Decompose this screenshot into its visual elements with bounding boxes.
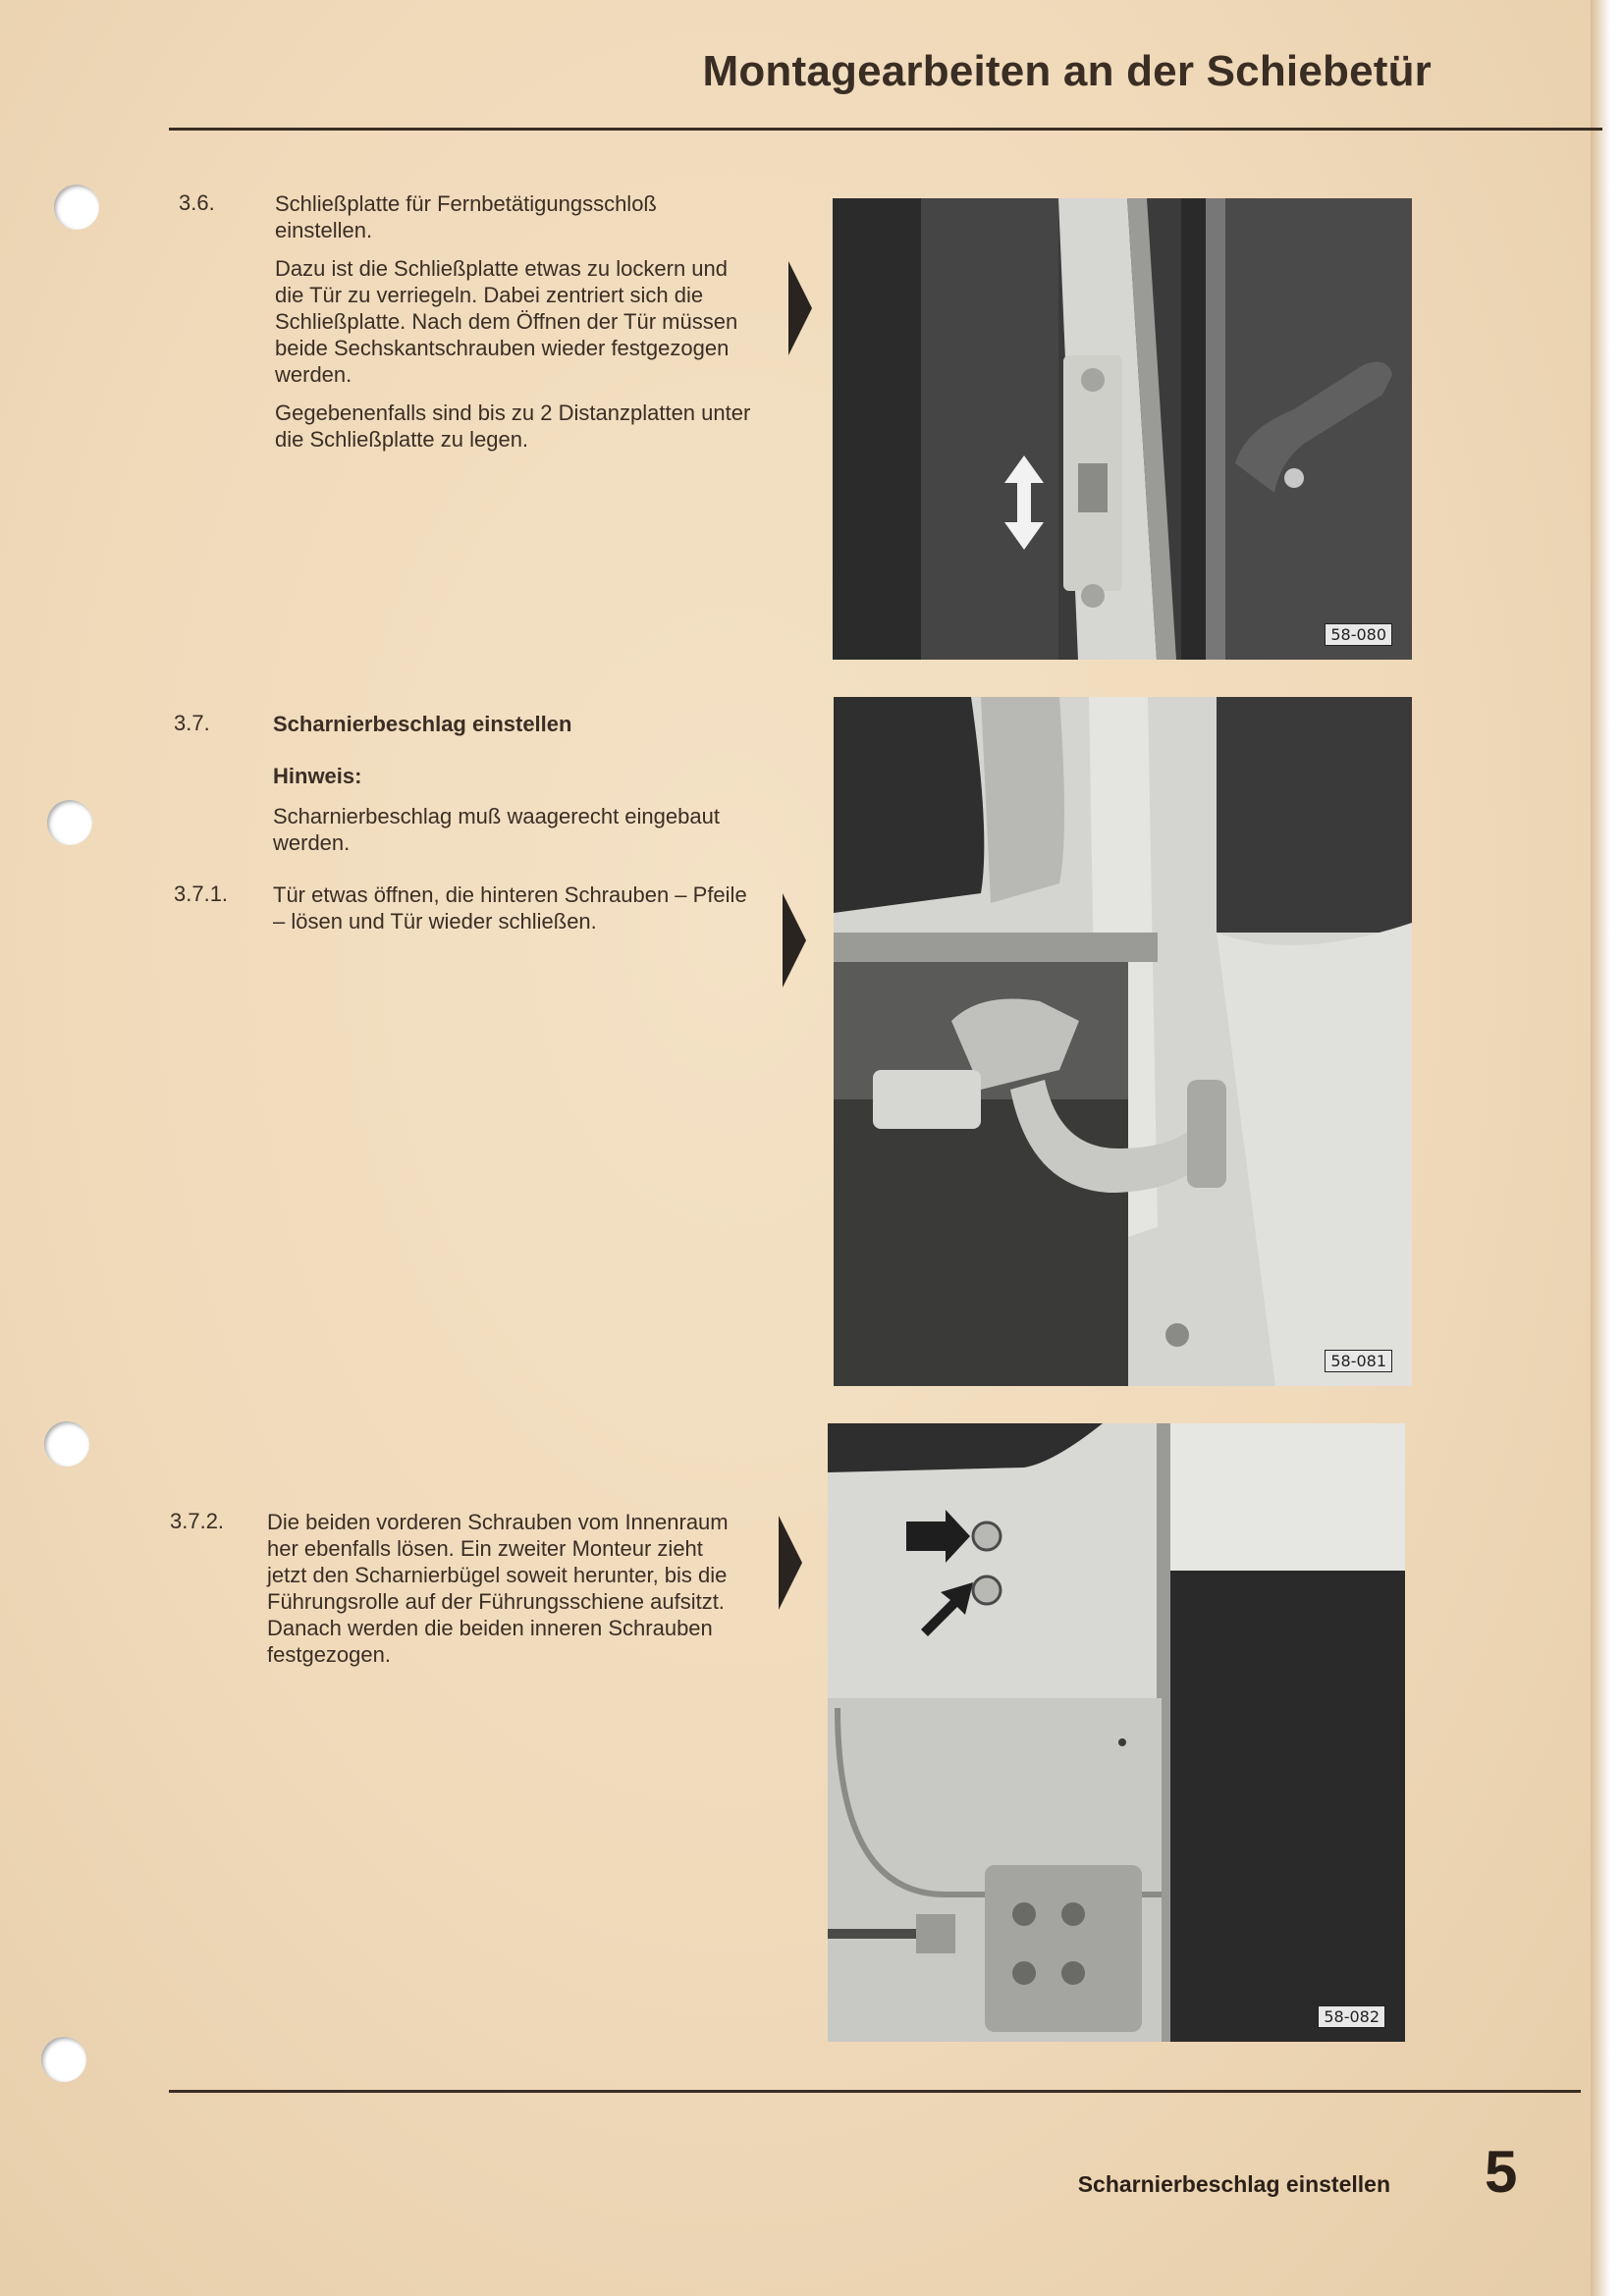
note-text: Scharnierbeschlag muß waagerecht eingebaut werden. — [273, 804, 720, 855]
figure-photo — [833, 198, 1412, 660]
punch-hole — [54, 185, 99, 230]
figure-label: 58-082 — [1318, 2005, 1385, 2028]
punch-hole — [47, 800, 92, 845]
punch-hole — [44, 1421, 89, 1467]
section-number: 3.7.2. — [170, 1509, 225, 1533]
section-text — [275, 190, 756, 464]
scan-edge — [1591, 0, 1624, 2296]
pointer-arrow-icon — [779, 1516, 802, 1610]
page-number: 5 — [1485, 2139, 1518, 2205]
section-heading: Scharnierbeschlag einstellen — [273, 712, 572, 736]
interior-bolts-photo — [828, 1423, 1405, 2042]
section-text: Die beiden vorderen Schrauben vom Innenraum her ebenfalls lösen. Ein zweiter Monteur zieht jetzt den Scharnierbügel soweit herunter, bis die Führungsrolle auf der Führungsschiene aufsitzt. Danach werden die beiden inneren Schrauben festgezogen. — [267, 1510, 729, 1667]
figure-label: 58-081 — [1325, 1350, 1392, 1372]
pointer-arrow-icon — [783, 893, 806, 988]
page-title: Montagearbeiten an der Schiebetür — [702, 47, 1432, 95]
section-number: 3.6. — [179, 190, 215, 215]
door-lock-photo — [833, 198, 1412, 660]
footer-section-title: Scharnierbeschlag einstellen — [1077, 2171, 1390, 2197]
paragraph: Gegebenenfalls sind bis zu 2 Distanzplatten unter die Schließplatte zu legen. — [275, 400, 751, 452]
header-rule — [169, 128, 1602, 131]
section-heading: Schließplatte für Fernbetätigungsschloß einstellen. — [275, 191, 657, 242]
section-number: 3.7. — [174, 711, 210, 735]
note-label: Hinweis: — [273, 764, 362, 788]
pointer-arrow-icon — [788, 261, 812, 355]
section-text: Tür etwas öffnen, die hinteren Schrauben – Pfeile – lösen und Tür wieder schließen. — [273, 882, 747, 934]
punch-hole — [41, 2037, 86, 2082]
figure-label: 58-080 — [1325, 623, 1392, 646]
footer-rule — [169, 2090, 1581, 2093]
figure-photo — [834, 697, 1412, 1386]
section-number: 3.7.1. — [174, 881, 229, 906]
figure-photo — [828, 1423, 1405, 2042]
hinge-photo — [834, 697, 1412, 1386]
paragraph: Dazu ist die Schließplatte etwas zu lockern und die Tür zu verriegeln. Dabei zentriert sich die Schließplatte. Nach dem Öffnen der Tür müssen beide Sechskantschrauben wieder festgezogen werden. — [275, 256, 738, 387]
